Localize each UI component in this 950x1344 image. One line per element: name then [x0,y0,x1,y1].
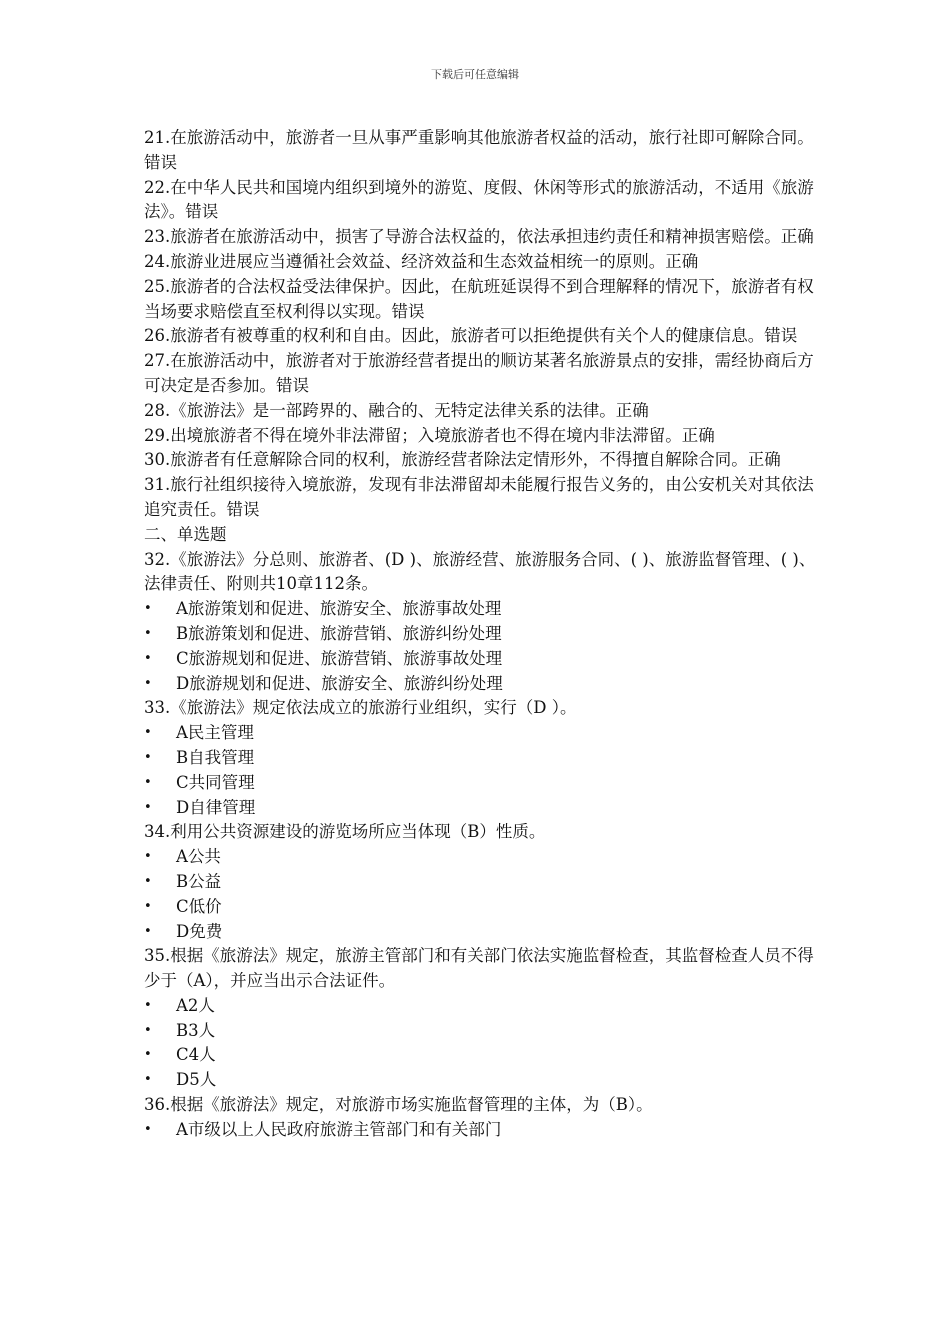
option-text: C4人 [176,1045,216,1065]
question-paragraph: 27.在旅游活动中，旅游者对于旅游经营者提出的顺访某著名旅游景点的安排，需经协商后方可决定是否参加。错误 [144,351,814,395]
option-text: B自我管理 [176,747,255,767]
option-list-item [144,920,824,945]
option-list-item [144,1118,824,1143]
option-text: D免费 [176,921,223,941]
bullet-icon: • [144,675,152,691]
question-paragraph: 36.根据《旅游法》规定，对旅游市场实施监督管理的主体，为（B）。 [144,1095,653,1115]
question-paragraph: 29.出境旅游者不得在境外非法滞留；入境旅游者也不得在境内非法滞留。正确 [144,425,715,445]
bullet-icon: • [144,923,152,939]
option-list-item [144,895,824,920]
bullet-icon: • [144,749,152,765]
question-paragraph: 31.旅行社组织接待入境旅游，发现有非法滞留却未能履行报告义务的，由公安机关对其依法追究责任。错误 [144,475,814,519]
option-text: D旅游规划和促进、旅游安全、旅游纠纷处理 [176,673,503,693]
question-paragraph: 23.旅游者在旅游活动中，损害了导游合法权益的，依法承担违约责任和精神损害赔偿。正确 [144,227,814,247]
option-text: D5人 [176,1070,217,1090]
option-list-item [144,796,824,821]
bullet-icon: • [144,774,152,790]
option-text: B3人 [176,1020,216,1040]
bullet-icon: • [144,849,152,865]
question-paragraph: 35.根据《旅游法》规定，旅游主管部门和有关部门依法实施监督检查，其监督检查人员不得少于（A），并应当出示合法证件。 [144,946,814,991]
bullet-icon: • [144,1121,152,1137]
bullet-icon: • [144,997,152,1013]
question-paragraph: 26.旅游者有被尊重的权利和自由。因此，旅游者可以拒绝提供有关个人的健康信息。错误 [144,326,798,346]
option-list-item [144,1043,824,1068]
option-list-item [144,994,824,1019]
bullet-icon: • [144,873,152,889]
document-body [144,126,824,1143]
option-text: A民主管理 [176,723,254,743]
question-paragraph: 33.《旅游法》规定依法成立的旅游行业组织，实行（D ）。 [144,698,577,718]
option-list-item [144,771,824,796]
question-paragraph: 二、单选题 [144,524,227,544]
option-list-item [144,845,824,870]
option-text: D自律管理 [176,797,256,817]
bullet-icon: • [144,625,152,641]
question-paragraph: 22.在中华人民共和国境内组织到境外的游览、度假、休闲等形式的旅游活动，不适用《旅游法》。错误 [144,177,814,222]
option-list-item [144,647,824,672]
bullet-icon: • [144,725,152,741]
option-list-item [144,672,824,697]
page-header: 下载后可任意编辑 [431,68,519,81]
option-text: B公益 [176,871,222,891]
bullet-icon: • [144,1072,152,1088]
bullet-icon: • [144,1047,152,1063]
option-text: C低价 [176,896,222,916]
bullet-icon: • [144,601,152,617]
option-text: A公共 [176,847,221,867]
option-list-item [144,746,824,771]
question-paragraph: 32.《旅游法》分总则、旅游者、(D )、旅游经营、旅游服务合同、( )、旅游监督管理、( )、法律责任、附则共10章112条。 [144,549,816,594]
option-list-item [144,870,824,895]
option-text: A市级以上人民政府旅游主管部门和有关部门 [176,1119,502,1139]
option-list-item [144,721,824,746]
option-text: C旅游规划和促进、旅游营销、旅游事故处理 [176,648,503,668]
option-list-item [144,622,824,647]
question-paragraph: 25.旅游者的合法权益受法律保护。因此，在航班延误得不到合理解释的情况下，旅游者有权当场要求赔偿直至权利得以实现。错误 [144,276,814,321]
question-paragraph: 28.《旅游法》是一部跨界的、融合的、无特定法律关系的法律。正确 [144,400,649,420]
option-text: A旅游策划和促进、旅游安全、旅游事故处理 [176,599,502,619]
option-list-item [144,597,824,622]
question-paragraph: 30.旅游者有任意解除合同的权利，旅游经营者除法定情形外，不得擅自解除合同。正确 [144,450,781,470]
bullet-icon: • [144,799,152,815]
bullet-icon: • [144,1022,152,1038]
bullet-icon: • [144,898,152,914]
question-paragraph: 21.在旅游活动中，旅游者一旦从事严重影响其他旅游者权益的活动，旅行社即可解除合同。错误 [144,128,814,172]
question-paragraph: 24.旅游业进展应当遵循社会效益、经济效益和生态效益相统一的原则。正确 [144,251,699,271]
option-text: B旅游策划和促进、旅游营销、旅游纠纷处理 [176,623,502,643]
question-paragraph: 34.利用公共资源建设的游览场所应当体现（B）性质。 [144,822,546,842]
option-list-item [144,1068,824,1093]
option-list-item [144,1019,824,1044]
option-text: C共同管理 [176,772,255,792]
bullet-icon: • [144,650,152,666]
option-text: A2人 [176,995,215,1015]
